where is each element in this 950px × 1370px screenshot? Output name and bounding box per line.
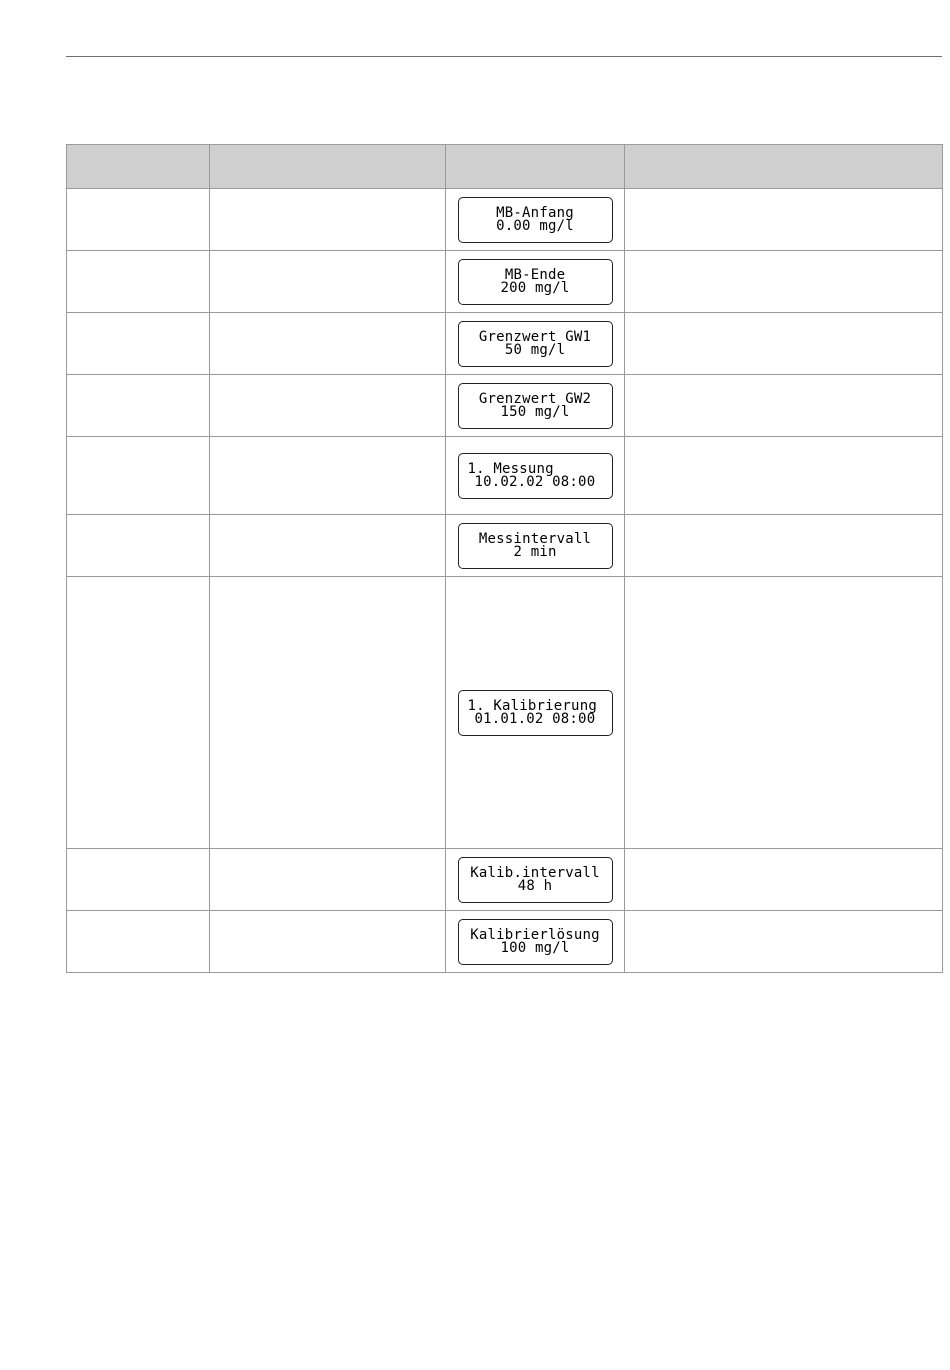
table-cell [624, 911, 942, 973]
display-cell [446, 375, 624, 437]
table-cell [67, 849, 210, 911]
table-row [67, 849, 943, 911]
lcd-line-1: Messintervall [478, 530, 592, 547]
lcd-display [458, 383, 613, 429]
lcd-display [458, 197, 613, 243]
lcd-line-2: 01.01.02 08:00 [474, 710, 596, 727]
lcd-line-1: Kalibrierlösung [470, 926, 600, 943]
table-cell [624, 375, 942, 437]
lcd-line-2: 150 mg/l [500, 403, 570, 420]
table-cell [624, 251, 942, 313]
header-rule [66, 56, 942, 57]
lcd-line-1: 1. Messung [467, 460, 554, 477]
table-row [67, 313, 943, 375]
lcd-line-2: 50 mg/l [504, 341, 566, 358]
table-cell [210, 189, 446, 251]
table-row [67, 437, 943, 515]
table-row [67, 251, 943, 313]
display-cell [446, 189, 624, 251]
table-cell [67, 911, 210, 973]
lcd-line-2: 200 mg/l [500, 279, 570, 296]
display-cell [446, 849, 624, 911]
table-cell [67, 189, 210, 251]
table-row [67, 577, 943, 849]
lcd-line-2: 2 min [513, 543, 557, 560]
lcd-line-2: 100 mg/l [500, 939, 570, 956]
lcd-line-1: Kalib.intervall [470, 864, 600, 881]
table-cell [210, 375, 446, 437]
table-cell [624, 313, 942, 375]
lcd-display [458, 321, 613, 367]
lcd-line-1: Grenzwert GW1 [478, 328, 592, 345]
lcd-line-1: MB-Anfang [496, 204, 574, 221]
table-cell [624, 849, 942, 911]
header-cell [624, 145, 942, 189]
header-cell [67, 145, 210, 189]
table-cell [210, 577, 446, 849]
table-cell [67, 515, 210, 577]
table-cell [624, 515, 942, 577]
table-cell [210, 313, 446, 375]
table-row [67, 189, 943, 251]
lcd-display [458, 690, 613, 736]
display-cell [446, 911, 624, 973]
table-cell [210, 515, 446, 577]
table-cell [67, 375, 210, 437]
table-cell [210, 437, 446, 515]
lcd-display [458, 523, 613, 569]
table-cell [624, 437, 942, 515]
lcd-line-1: MB-Ende [504, 266, 566, 283]
table-header-row [67, 145, 943, 189]
table-row [67, 375, 943, 437]
lcd-display [458, 919, 613, 965]
lcd-line-2: 0.00 mg/l [496, 217, 574, 234]
lcd-display [458, 453, 613, 499]
lcd-line-2: 10.02.02 08:00 [474, 473, 596, 490]
table-cell [67, 437, 210, 515]
table-cell [67, 251, 210, 313]
lcd-display [458, 857, 613, 903]
display-cell [446, 577, 624, 849]
settings-table [66, 144, 943, 973]
table-cell [210, 251, 446, 313]
table-cell [624, 189, 942, 251]
table-cell [210, 849, 446, 911]
display-cell [446, 437, 624, 515]
header-cell [446, 145, 624, 189]
display-cell [446, 313, 624, 375]
table-row [67, 911, 943, 973]
display-cell [446, 515, 624, 577]
table-cell [624, 577, 942, 849]
lcd-line-1: 1. Kalibrierung [467, 697, 597, 714]
header-cell [210, 145, 446, 189]
display-cell [446, 251, 624, 313]
table-cell [210, 911, 446, 973]
lcd-line-2: 48 h [517, 877, 553, 894]
table-row [67, 515, 943, 577]
table-cell [67, 313, 210, 375]
table-cell [67, 577, 210, 849]
lcd-display [458, 259, 613, 305]
lcd-line-1: Grenzwert GW2 [478, 390, 592, 407]
